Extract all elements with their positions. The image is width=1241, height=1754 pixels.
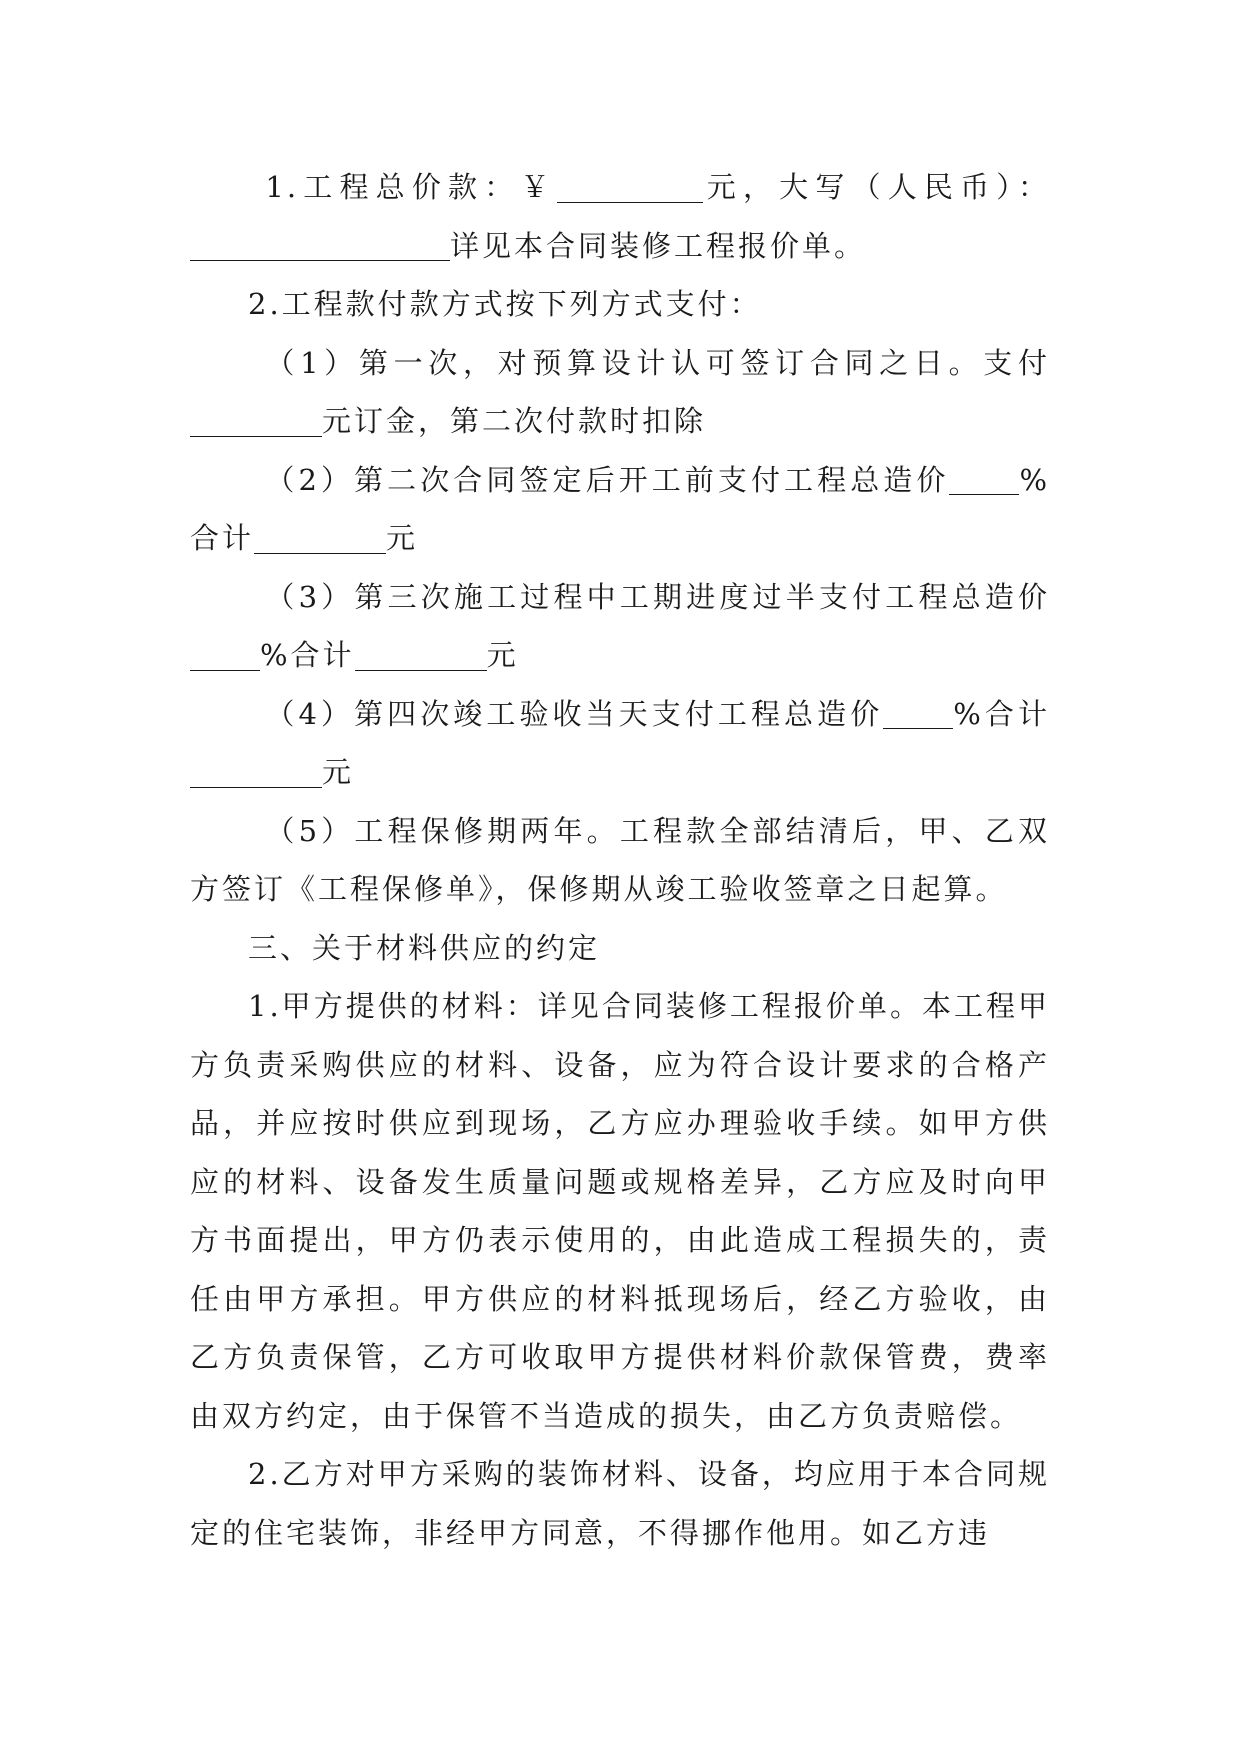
payment-first-tail: 元订金，第二次付款时扣除 bbox=[322, 404, 707, 438]
payment-fourth-amount-blank[interactable] bbox=[190, 756, 322, 787]
payment-first-clause bbox=[190, 334, 1050, 451]
payment-fourth-total-label: %合计 bbox=[953, 696, 1051, 731]
total-price-clause bbox=[190, 158, 1050, 275]
total-price-label: 1.工程总价款：￥ bbox=[265, 170, 557, 204]
materials-clause-1: 1.甲方提供的材料：详见合同装修工程报价单。本工程甲方负责采购供应的材料、设备，应为符合设计要求的合格产品，并应按时供应到现场，乙方应办理验收手续。如甲方供应的材料、设备发生质量问题或规格差异，乙方应及时向甲方书面提出，甲方仍表示使用的，由此造成工程损失的，责任由甲方承担。甲方供应的材料抵现场后，经乙方验收，由乙方负责保管，乙方可收取甲方提供材料价款保管费，费率由双方约定，由于保管不当造成的损失，由乙方负责赔偿。 bbox=[190, 989, 1050, 1433]
payment-third-unit: 元 bbox=[486, 638, 519, 672]
total-price-uppercase-label: 元，大写（人民币）： bbox=[702, 170, 1050, 204]
warranty-clause: （5）工程保修期两年。工程款全部结清后，甲、乙双方签订《工程保修单》，保修期从竣工验收签章之日起算。 bbox=[190, 813, 1050, 906]
payment-third-text: （3）第三次施工过程中工期进度过半支付工程总造价 bbox=[265, 579, 1050, 614]
section-heading-materials: 三、关于材料供应的约定 bbox=[248, 930, 601, 965]
payment-fourth-unit: 元 bbox=[322, 755, 355, 789]
payment-second-clause bbox=[190, 451, 1050, 568]
payment-second-percent-blank[interactable] bbox=[949, 464, 1019, 495]
payment-second-unit: 元 bbox=[386, 521, 419, 555]
document-body bbox=[190, 158, 1050, 1562]
payment-third-total-label: %合计 bbox=[260, 638, 355, 672]
payment-fourth-text: （4）第四次竣工验收当天支付工程总造价 bbox=[265, 696, 884, 731]
payment-third-clause bbox=[190, 568, 1050, 685]
payment-second-text: （2）第二次合同签定后开工前支付工程总造价 bbox=[265, 462, 950, 497]
payment-second-amount-blank[interactable] bbox=[254, 522, 386, 553]
materials-clause-2: 2.乙方对甲方采购的装饰材料、设备，均应用于本合同规定的住宅装饰，非经甲方同意，不得挪作他用。如乙方违 bbox=[190, 1457, 1050, 1550]
total-price-uppercase-blank[interactable] bbox=[190, 230, 450, 261]
payment-first-text: （1）第一次，对预算设计认可签订合同之日。支付 bbox=[265, 345, 1050, 380]
payment-third-amount-blank[interactable] bbox=[355, 639, 487, 670]
total-price-reference: 详见本合同装修工程报价单。 bbox=[450, 228, 867, 263]
payment-method-clause: 2.工程款付款方式按下列方式支付： bbox=[248, 287, 762, 321]
payment-fourth-percent-blank[interactable] bbox=[883, 698, 953, 729]
payment-third-percent-blank[interactable] bbox=[190, 639, 260, 670]
payment-second-total-label: %合计 bbox=[190, 462, 1050, 555]
payment-first-deposit-blank[interactable] bbox=[190, 405, 322, 436]
payment-fourth-clause bbox=[190, 685, 1050, 802]
total-price-blank[interactable] bbox=[557, 171, 703, 202]
